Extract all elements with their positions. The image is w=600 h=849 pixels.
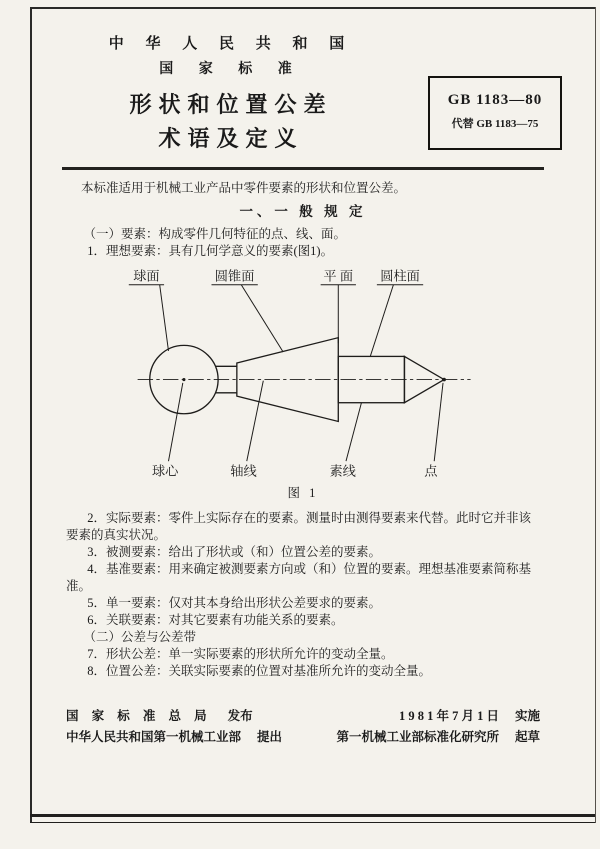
document-title-line2: 术语及定义 <box>158 126 304 151</box>
label-generatrix: 素线 <box>329 462 356 478</box>
leader-conical-surface <box>241 284 283 351</box>
document-body <box>66 180 540 680</box>
term-item: 3．被测要素：给出了形状或（和）位置公差的要素。 <box>87 544 382 559</box>
bottom-rule-thick <box>30 814 595 817</box>
leader-sphere-center <box>168 382 182 460</box>
header-rule <box>62 167 544 170</box>
section-1-heading: 一、一 般 规 定 <box>239 203 367 219</box>
leader-point <box>434 382 443 460</box>
section-2-heading: （二）公差与公差带 <box>83 629 197 644</box>
header-country: 中 华 人 民 共 和 国 <box>108 36 354 52</box>
label-sphere-center: 球心 <box>151 462 179 478</box>
footer-row-propose <box>66 727 540 748</box>
term-item: 4．基准要素：用来确定被测要素方向或（和）位置的要素。理想基准要素简称基准。 <box>66 561 532 593</box>
label-conical-surface: 圆锥面 <box>214 267 255 283</box>
term-item: 5．单一要素：仅对其本身给出形状公差要求的要素。 <box>87 595 382 610</box>
footer-proposer: 中华人民共和国第一机械工业部 <box>66 729 242 744</box>
figure-1 <box>66 266 540 502</box>
term-item: （一）要素：构成零件几何特征的点、线、面。 <box>83 226 347 241</box>
footer-implement-verb: 实施 <box>514 708 540 723</box>
footer-issue-verb: 发布 <box>227 708 253 723</box>
leader-axis <box>247 380 264 460</box>
document-title-line1: 形状和位置公差 <box>129 92 333 117</box>
figure-bottom-labels <box>152 380 443 478</box>
footer-draft-verb: 起草 <box>514 729 540 744</box>
sphere-center-point <box>182 378 185 381</box>
standard-number-box <box>428 76 562 150</box>
term-item: 8．位置公差：关联实际要素的位置对基准所允许的变动全量。 <box>87 663 432 678</box>
leader-spherical-surface <box>160 284 169 350</box>
tip-point <box>442 377 446 381</box>
label-spherical-surface: 球面 <box>133 267 160 283</box>
footer-drafter: 第一机械工业部标准化研究所 <box>336 729 499 744</box>
term-item: 7．形状公差：单一实际要素的形状所允许的变动全量。 <box>87 646 394 661</box>
document-header <box>66 34 396 154</box>
footer-implement-date: 1 9 8 1 年 7 月 1 日 <box>398 708 499 723</box>
footer-propose-verb: 提出 <box>257 729 283 744</box>
leader-cylindrical-surface <box>370 284 393 356</box>
term-item: 6．关联要素：对其它要素有功能关系的要素。 <box>87 612 344 627</box>
figure-1-diagram <box>104 266 502 481</box>
figure-1-caption: 图 1 <box>287 485 319 500</box>
footer-row-issue <box>66 706 540 727</box>
term-item: 1．理想要素：具有几何学意义的要素(图1)。 <box>87 243 334 258</box>
term-item: 2．实际要素：零件上实际存在的要素。测量时由测得要素来代替。此时它并非该要素的真实状况。 <box>66 510 532 542</box>
figure-top-labels <box>129 267 423 356</box>
label-plane: 平 面 <box>323 267 354 283</box>
document-footer <box>66 706 540 748</box>
scope-paragraph: 本标准适用于机械工业产品中零件要素的形状和位置公差。 <box>81 180 407 195</box>
label-axis: 轴线 <box>230 462 257 478</box>
header-standard-type: 国 家 标 准 <box>159 62 303 77</box>
bottom-rule-thin <box>30 822 595 824</box>
standard-code: GB 1183—80 <box>447 92 543 108</box>
standard-supersedes: 代替 GB 1183—75 <box>451 118 539 130</box>
leader-generatrix <box>346 402 361 460</box>
label-cylindrical-surface: 圆柱面 <box>380 267 420 283</box>
footer-issuer: 国 家 标 准 总 局 <box>66 708 212 723</box>
label-point: 点 <box>424 462 438 478</box>
